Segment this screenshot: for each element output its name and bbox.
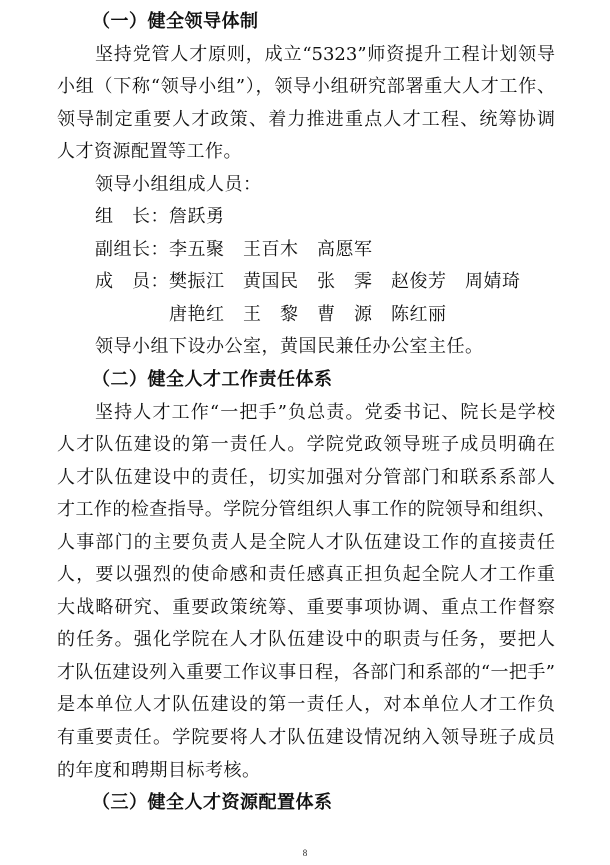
member-role-label: 组 长：: [95, 206, 169, 228]
section-heading: （一）健全领导体制: [92, 11, 259, 32]
document-body: [57, 6, 555, 820]
paragraph-line: 人事部门的主要负责人是全院人才队伍建设工作的直接责任: [57, 531, 555, 553]
member-names: 樊振江 黄国民 张 霁 赵俊芳 周婧琦: [169, 271, 521, 293]
paragraph-line: 有重要责任。学院要将人才队伍建设情况纳入领导班子成员: [57, 727, 555, 749]
paragraph: [57, 39, 555, 169]
paragraph-line: 才队伍建设列入重要工作议事日程，各部门和系部的“一把手”: [57, 661, 555, 683]
paragraph-line: 小组（下称“领导小组”），领导小组研究部署重大人才工作、: [57, 76, 555, 98]
paragraph-line: 坚持人才工作“一把手”负总责。党委书记、院长是学校: [95, 401, 555, 423]
paragraph-line: 的任务。强化学院在人才队伍建设中的职责与任务，要把人: [57, 629, 555, 651]
paragraph: [57, 397, 555, 788]
office-note: 领导小组下设办公室，黄国民兼任办公室主任。: [95, 336, 484, 358]
paragraph-line: 大战略研究、重要政策统筹、重要事项协调、重点工作督察: [57, 596, 555, 618]
paragraph-line: 人才队伍建设中的责任，切实加强对分管部门和联系系部人: [57, 466, 555, 488]
section-heading: （二）健全人才工作责任体系: [92, 369, 333, 391]
section-heading: （三）健全人才资源配置体系: [92, 792, 333, 814]
member-role-label: 副组长：: [95, 238, 169, 260]
member-row-members-continued: 唐艳红 王 黎 曹 源 陈红丽: [169, 303, 447, 325]
paragraph-line: 的年度和聘期目标考核。: [57, 759, 261, 781]
paragraph-line: 人才资源配置等工作。: [57, 141, 242, 163]
page-number: 8: [302, 848, 308, 858]
members-intro: 领导小组组成人员：: [95, 173, 262, 195]
member-row-members: [57, 266, 555, 299]
paragraph-line: 坚持党管人才原则，成立“5323”师资提升工程计划领导: [95, 43, 555, 65]
paragraph-line: 是本单位人才队伍建设的第一责任人，对本单位人才工作负: [57, 694, 555, 716]
member-role-label: 成 员：: [95, 271, 169, 293]
member-names: 李五聚 王百木 高愿军: [169, 238, 373, 260]
member-row-deputies: [57, 234, 555, 267]
paragraph-line: 人，要以强烈的使命感和责任感真正担负起全院人才工作重: [57, 564, 555, 586]
paragraph-line: 领导制定重要人才政策、着力推进重点人才工程、统筹协调: [57, 108, 555, 130]
member-names: 詹跃勇: [169, 206, 225, 228]
member-row-leader: [57, 201, 555, 234]
paragraph-line: 才工作的检查指导。学院分管组织人事工作的院领导和组织、: [57, 499, 555, 521]
paragraph-line: 人才队伍建设的第一责任人。学院党政领导班子成员明确在: [57, 434, 555, 456]
